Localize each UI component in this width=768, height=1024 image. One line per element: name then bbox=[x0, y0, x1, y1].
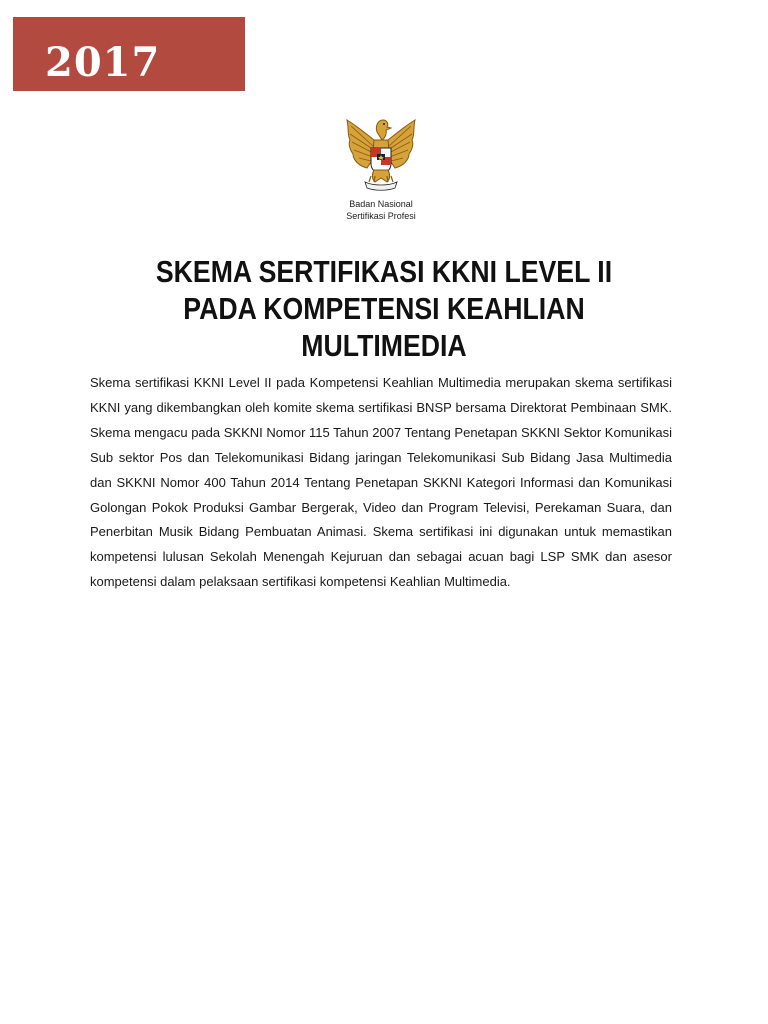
title-line2: PADA KOMPETENSI KEAHLIAN bbox=[183, 291, 585, 326]
organization-name bbox=[300, 198, 462, 222]
document-title bbox=[105, 253, 662, 364]
year-banner bbox=[13, 17, 245, 91]
description-paragraph: Skema sertifikasi KKNI Level II pada Kompetensi Keahlian Multimedia merupakan skema sertifikasi KKNI yang dikembangkan oleh komite skema sertifikasi BNSP bersama Direktorat Pembinaan SMK. Skema mengacu pada SKKNI Nomor 115 Tahun 2007 Tentang Penetapan SKKNI Sektor Komunikasi Sub sektor Pos dan Telekomunikasi Bidang jaringan Telekomunikasi Sub Bidang Jasa Multimedia dan SKKNI Nomor 400 Tahun 2014 Tentang Penetapan SKKNI Kategori Informasi dan Komunikasi Golongan Pokok Produksi Gambar Bergerak, Video dan Program Televisi, Perekaman Suara, dan Penerbitan Musik Bidang Pembuatan Animasi. Skema sertifikasi ini digunakan untuk memastikan kompetensi lulusan Sekolah Menengah Kejuruan dan sebagai acuan bagi LSP SMK dan asesor kompetensi dalam pelaksaan sertifikasi kompetensi Keahlian Multimedia. bbox=[90, 375, 672, 590]
org-name-line2: Sertifikasi Profesi bbox=[346, 211, 416, 221]
year-label: 2017 bbox=[45, 39, 161, 86]
title-line1: SKEMA SERTIFIKASI KKNI LEVEL II bbox=[155, 254, 613, 289]
title-line3: MULTIMEDIA bbox=[301, 328, 467, 363]
garuda-emblem-icon bbox=[341, 114, 421, 194]
org-name-line1: Badan Nasional bbox=[349, 199, 413, 209]
